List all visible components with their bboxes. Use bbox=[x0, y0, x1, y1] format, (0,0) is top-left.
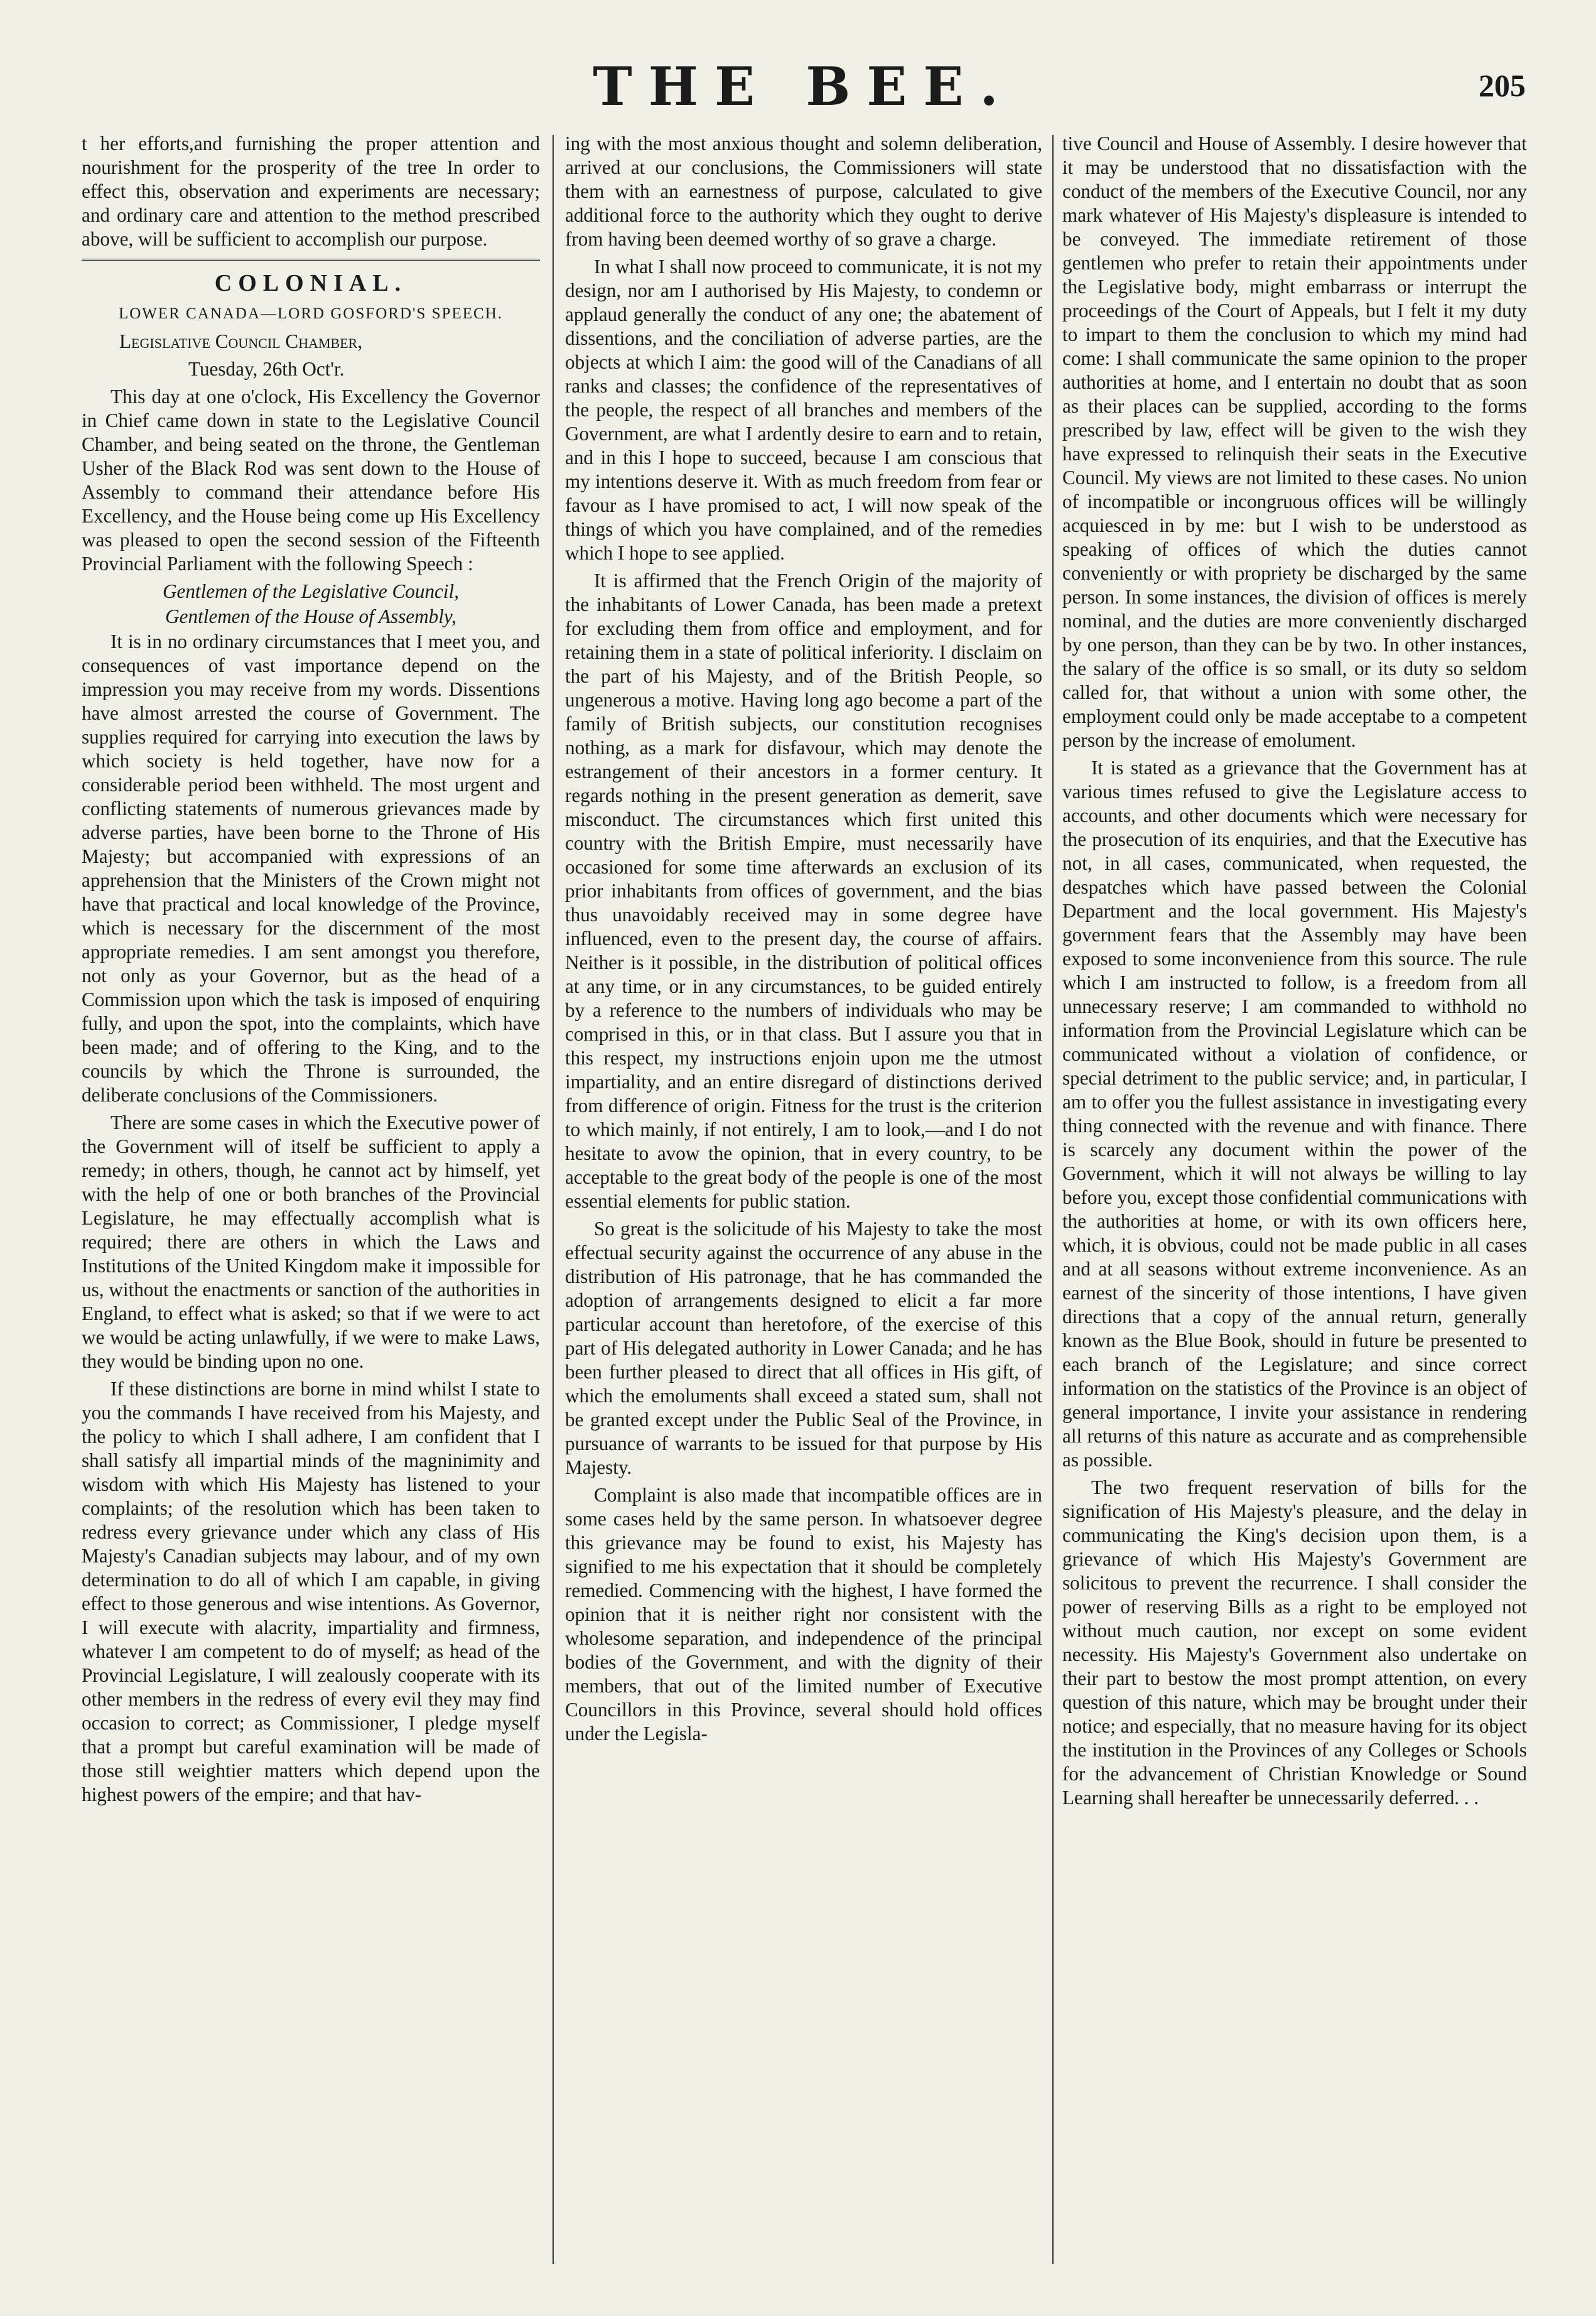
salutation: Gentlemen of the House of Assembly, bbox=[165, 605, 456, 627]
article-paragraph: It is affirmed that the French Origin of the majority of the inhabitants of Lower Canada, has been made a pretext for excluding them from office and employment, and for retaining them in a state of political inferiority. I disclaim on the part of his Majesty, and of the British People, so ungenerous a motive. Having long ago become a part of the family of British subjects, our constitution recognises nothing, as a mark for disfavour, which may denote the estrangement of their ancestors in a former century. It regards nothing in the present generation as demerit, save misconduct. The circumstances which first united this country with the British Empire, must necessarily have occasioned for some time afterwards an exclusion of its prior inhabitants from offices of government, and the bias thus unavoidably received may in some degree have influenced, even to the present day, the course of affairs. Neither is it possible, in the distribution of political offices at any time, or in any circumstances, to be guided entirely by a reference to the numbers of individuals who may be comprised in this, or in that class. But I assure you that in this respect, my instructions enjoin upon me the utmost impartiality, and an entire disregard of distinctions derived from difference of origin. Fitness for the trust is the criterion to which mainly, if not entirely, I am to look,—and I do not hesitate to avow the opinion, that in every country, to be acceptable to the great body of the people is one of the most essential elements for public station. bbox=[565, 570, 1042, 1212]
article-paragraph: t her efforts,and furnishing the proper attention and nourishment for the prosperity of the tree In order to effect this, observation and experiments are necessary; and ordinary care and attention to the method prescribed above, will be sufficient to accomplish our purpose. bbox=[82, 133, 540, 250]
page-number: 205 bbox=[1479, 68, 1526, 103]
article-paragraph: If these distinctions are borne in mind whilst I state to you the commands I have received from his Majesty, and the policy to which I shall adhere, I am confident that I shall satisfy all impartial minds of the magninimity and wisdom with which His Majesty has listened to your complaints; of the resolution which has been taken to redress every grievance under which any class of His Majesty's Canadian subjects may labour, and of my own determination to do all of which I am capable, in giving effect to those generous and wise intentions. As Governor, I will execute with alacrity, impartiality and firmness, whatever I am competent to do of myself; as head of the Provincial Legislature, I will zealously cooperate with its other members in the redress of every evil they may find occasion to correct; as Commissioner, I pledge myself that a prompt but careful examination will be made of those still weightier matters which depend upon the highest powers of the empire; and that hav- bbox=[82, 1378, 540, 1805]
article-paragraph: This day at one o'clock, His Excellency the Governor in Chief came down in state to the Legislative Council Chamber, and being seated on the throne, the Gentleman Usher of the Black Rod was sent down to the House of Assembly to command their attendance before His Excellency, and the House being come up His Excellency was pleased to open the second session of the Fifteenth Provincial Parliament with the following Speech : bbox=[82, 386, 540, 575]
dateline-date: Tuesday, 26th Oct'r. bbox=[188, 358, 345, 380]
article-paragraph: Complaint is also made that incompatible offices are in some cases held by the same person. In whatsoever degree this grievance may be found to exist, his Majesty has signified to me his expectation that it should be completely remedied. Commencing with the highest, I have formed the opinion that it is neither right nor consistent with the wholesome separation, and independence of the principal bodies of the Government, and with the dignity of their members, that out of the limited number of Executive Councillors in this Province, several should hold offices under the Legisla- bbox=[565, 1484, 1042, 1745]
article-paragraph: In what I shall now proceed to communicate, it is not my design, nor am I authorised by His Majesty, to condemn or applaud generally the conduct of any one; the abatement of dissentions, and the conciliation of adverse parties, are the objects at which I aim: the good will of the Canadians of all ranks and classes; the confidence of the representatives of the people, the respect of all branches and members of the Government, are what I ardently desire to earn and to retain, and in this I hope to succeed, because I am conscious that my intentions deserve it. With as much freedom from fear or favour as I have promised to act, I will now speak of the things of which you have complained, and of the remedies which I hope to see applied. bbox=[565, 256, 1042, 564]
article-paragraph: ing with the most anxious thought and solemn deliberation, arrived at our conclusions, the Commissioners will state them with an earnestness of purpose, calculated to give additional force to the authority which they ought to derive from having been deemed worthy of so grave a charge. bbox=[565, 133, 1042, 250]
article-paragraph: It is in no ordinary circumstances that I meet you, and consequences of vast importance depend on the impression you may receive from my words. Dissentions have almost arrested the course of Government. The supplies required for carrying into execution the laws by which society is held together, have now for a considerable period been withheld. The most urgent and conflicting statements of numerous grievances made by adverse parties, have been borne to the Throne of His Majesty; but accompanied with expressions of an apprehension that the Ministers of the Crown might not have that practical and local knowledge of the Province, which is necessary for the discernment of the most appropriate remedies. I am sent amongst you therefore, not only as your Governor, but as the head of a Commission upon which the task is imposed of enquiring fully, and upon the spot, into the complaints, which have been made; and of offering to the King, and to the councils by which the Throne is surrounded, the deliberate conclusions of the Commissioners. bbox=[82, 630, 540, 1106]
column-3 bbox=[1062, 132, 1527, 2280]
dateline-location: Legislative Council Chamber, bbox=[119, 330, 363, 352]
article-paragraph: The two frequent reservation of bills for the signification of His Majesty's pleasure, and the delay in communicating the King's decision upon them, is a grievance of which His Majesty's Government are solicitous to prevent the recurrence. I shall consider the power of reserving Bills as a right to be employed not without much caution, nor except on some evident necessity. His Majesty's Government also undertake on their part to bestow the most prompt attention, on every question of this nature, which may be brought under their notice; and especially, that no measure having for its object the institution in the Provinces of any Colleges or Schools for the advancement of Christian Knowledge or Sound Learning shall hereafter be unnecessarily deferred. . . bbox=[1062, 1476, 1527, 1809]
article-paragraph: It is stated as a grievance that the Government has at various times refused to give the Legislature access to accounts, and other documents which were necessary for the prosecution of its enquiries, and that the Executive has not, in all cases, communicated, when requested, the despatches which have passed between the Colonial Department and the local government. His Majesty's government fears that the Assembly may have been exposed to some inconvenience from this source. The rule which I am instructed to follow, is a freedom from all unnecessary reserve; I am commanded to withhold no information from the Provincial Legislature which can be communicated without a violation of confidence, or special detriment to the public service; and, in particular, I am to offer you the fullest assistance in investigating every thing connected with the revenue and with finance. There is scarcely any document within the power of the Government, which it will not always be willing to lay before you, except those confidential communications with the authorities at home, or with its own officers here, which, it is obvious, could not be made public in all cases and at all seasons without extreme inconvenience. As an earnest of the sincerity of those intentions, I have given directions that a copy of the annual return, generally known as the Blue Book, should in future be presented to each branch of the Legislature; and since correct information on the statistics of the Province is an object of general importance, I invite your assistance in rendering all returns of this nature as accurate and as comprehensible as possible. bbox=[1062, 757, 1527, 1471]
masthead bbox=[82, 50, 1526, 119]
article-paragraph: tive Council and House of Assembly. I desire however that it may be understood that no dissatisfaction with the conduct of the members of the Executive Council, nor any mark whatever of His Majesty's displeasure is intended to be conveyed. The immediate retirement of those gentlemen who prefer to retain their appointments under the Legislative body, might embarrass or interrupt the proceedings of the Court of Appeals, but I felt it my duty to impart to them the conclusion to which my mind had come: I shall communicate the same opinion to the proper authorities at home, and I entertain no doubt that as soon as their places can be supplied, according to the forms prescribed by law, effect will be given to the wish they have expressed to relinquish their seats in the Executive Council. My views are not limited to these cases. No union of incompatible or incongruous offices will be willingly acquiesced in by me: but I wish to be understood as speaking of offices of which the duties cannot conveniently or with propriety be discharged by the same person. In some instances, the division of offices is merely nominal, and the duties are more conveniently discharged by one person, than they can be by two. In other instances, the salary of the office is so small, or its duty so seldom called for, that without a union with some other, the employment could only be made acceptabe to a competent person by the increase of emolument. bbox=[1062, 133, 1527, 751]
column-1 bbox=[82, 132, 540, 2280]
article-paragraph: So great is the solicitude of his Majesty to take the most effectual security against the occurrence of any abuse in the distribution of His patronage, that he has commanded the adoption of arrangements designed to elicit a far more particular account than heretofore, of the exercise of this part of His delegated authority in Lower Canada; and he has been further pleased to direct that all offices in His gift, of which the emoluments shall exceed a stated sum, shall not be granted except under the Public Seal of the Province, in pursuance of warrants to be issued for that purpose by His Majesty. bbox=[565, 1218, 1042, 1478]
newspaper-title: THE BEE. bbox=[593, 55, 1015, 117]
section-title: COLONIAL. bbox=[214, 270, 407, 296]
section-divider bbox=[82, 259, 540, 261]
column-divider bbox=[1052, 135, 1054, 2264]
article-paragraph: There are some cases in which the Executive power of the Government will of itself be sufficient to apply a remedy; in others, though, he cannot act by himself, yet with the help of one or both branches of the Provincial Legislature, he may effectually accomplish what is required; there are others in which the Laws and Institutions of the United Kingdom make it impossible for us, without the enactments or sanction of the authorities in England, to effect what is asked; so that if we were to act we would be acting unlawfully, if we were to make Laws, they would be binding upon no one. bbox=[82, 1112, 540, 1372]
column-2 bbox=[565, 132, 1042, 2280]
article-subhead: LOWER CANADA—LORD GOSFORD'S SPEECH. bbox=[118, 305, 504, 322]
salutation: Gentlemen of the Legislative Council, bbox=[162, 580, 460, 602]
column-divider bbox=[553, 135, 554, 2264]
